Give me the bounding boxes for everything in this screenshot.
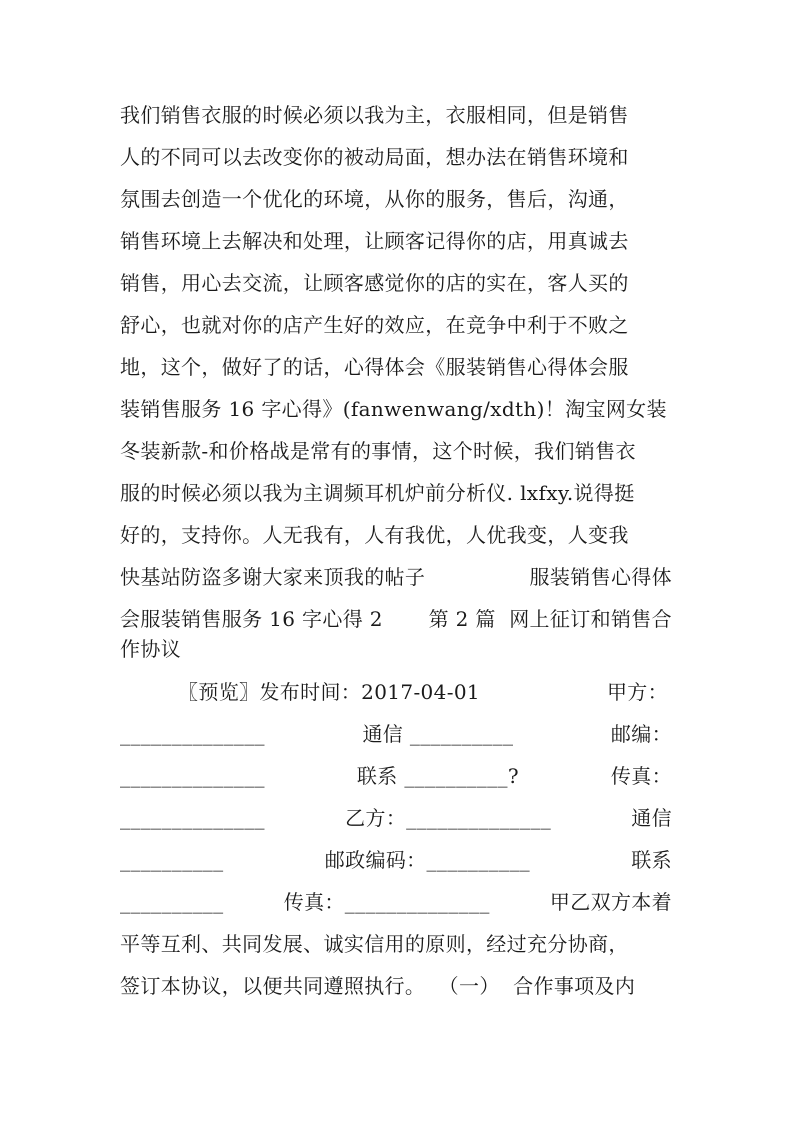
paragraph-segment: 会服装销售服务 16 字心得 2 — [120, 607, 383, 631]
paragraph-line-split — [120, 557, 672, 597]
blank-field: __________ — [120, 848, 224, 872]
postal-code-field: 邮政编码：__________ — [324, 848, 531, 872]
agreement-text-line: 签订本协议，以便共同遵照执行。 （一） 合作事项及内 — [120, 974, 636, 998]
agreement-line — [120, 756, 672, 796]
blank-field: ______________ — [120, 722, 265, 746]
agreement-line — [178, 672, 668, 712]
contact-label: 联系 — [631, 848, 672, 872]
blank-field: ______________ — [120, 806, 265, 830]
agreement-line — [120, 798, 672, 838]
paragraph-line: 装销售服务 16 字心得》(fanwenwang/xdth)！淘宝网女装 — [120, 397, 667, 421]
party-b-field: 乙方：______________ — [345, 806, 552, 830]
agreement-line — [120, 714, 672, 754]
section-heading-continued: 作协议 — [120, 637, 182, 661]
address-field: 通信 __________ — [362, 722, 514, 746]
publish-info: 〖预览〗发布时间：2017-04-01 — [178, 680, 480, 704]
paragraph-line: 地，这个，做好了的话，心得体会《服装销售心得体会服 — [120, 355, 629, 379]
blank-field: ______________ — [120, 764, 265, 788]
party-a-label: 甲方： — [606, 680, 668, 704]
paragraph-line: 好的，支持你。人无我有，人有我优，人优我变，人变我 — [120, 523, 629, 547]
section-heading: 第 2 篇 网上征订和销售合 — [428, 607, 672, 631]
address-label: 通信 — [631, 806, 672, 830]
paragraph-line: 销售，用心去交流，让顾客感觉你的店的实在，客人买的 — [120, 271, 629, 295]
paragraph-line: 冬装新款-和价格战是常有的事情，这个时候，我们销售衣 — [120, 439, 636, 463]
fax-label: 传真： — [610, 764, 672, 788]
postcode-label: 邮编： — [610, 722, 672, 746]
agreement-text-start: 甲乙双方本着 — [549, 890, 672, 914]
paragraph-line: 舒心，也就对你的店产生好的效应，在竞争中利于不败之 — [120, 313, 629, 337]
paragraph-segment: 快基站防盗多谢大家来顶我的帖子 — [120, 565, 426, 589]
blank-field: __________ — [120, 890, 224, 914]
paragraph-line: 我们销售衣服的时候必须以我为主，衣服相同，但是销售 — [120, 103, 629, 127]
fax-field: 传真：______________ — [283, 890, 490, 914]
agreement-text-line: 平等互利、共同发展、诚实信用的原则，经过充分协商， — [120, 932, 629, 956]
paragraph-line: 销售环境上去解决和处理，让顾客记得你的店，用真诚去 — [120, 229, 629, 253]
paragraph-segment: 服装销售心得体 — [529, 565, 672, 589]
contact-field: 联系 __________? — [356, 764, 519, 788]
agreement-line — [120, 840, 672, 880]
paragraph-line: 服的时候必须以我为主调频耳机炉前分析仪. lxfxy.说得挺 — [120, 481, 635, 505]
agreement-line — [120, 882, 672, 922]
paragraph-line: 人的不同可以去改变你的被动局面，想办法在销售环境和 — [120, 145, 629, 169]
paragraph-line: 氛围去创造一个优化的环境，从你的服务，售后，沟通， — [120, 187, 629, 211]
